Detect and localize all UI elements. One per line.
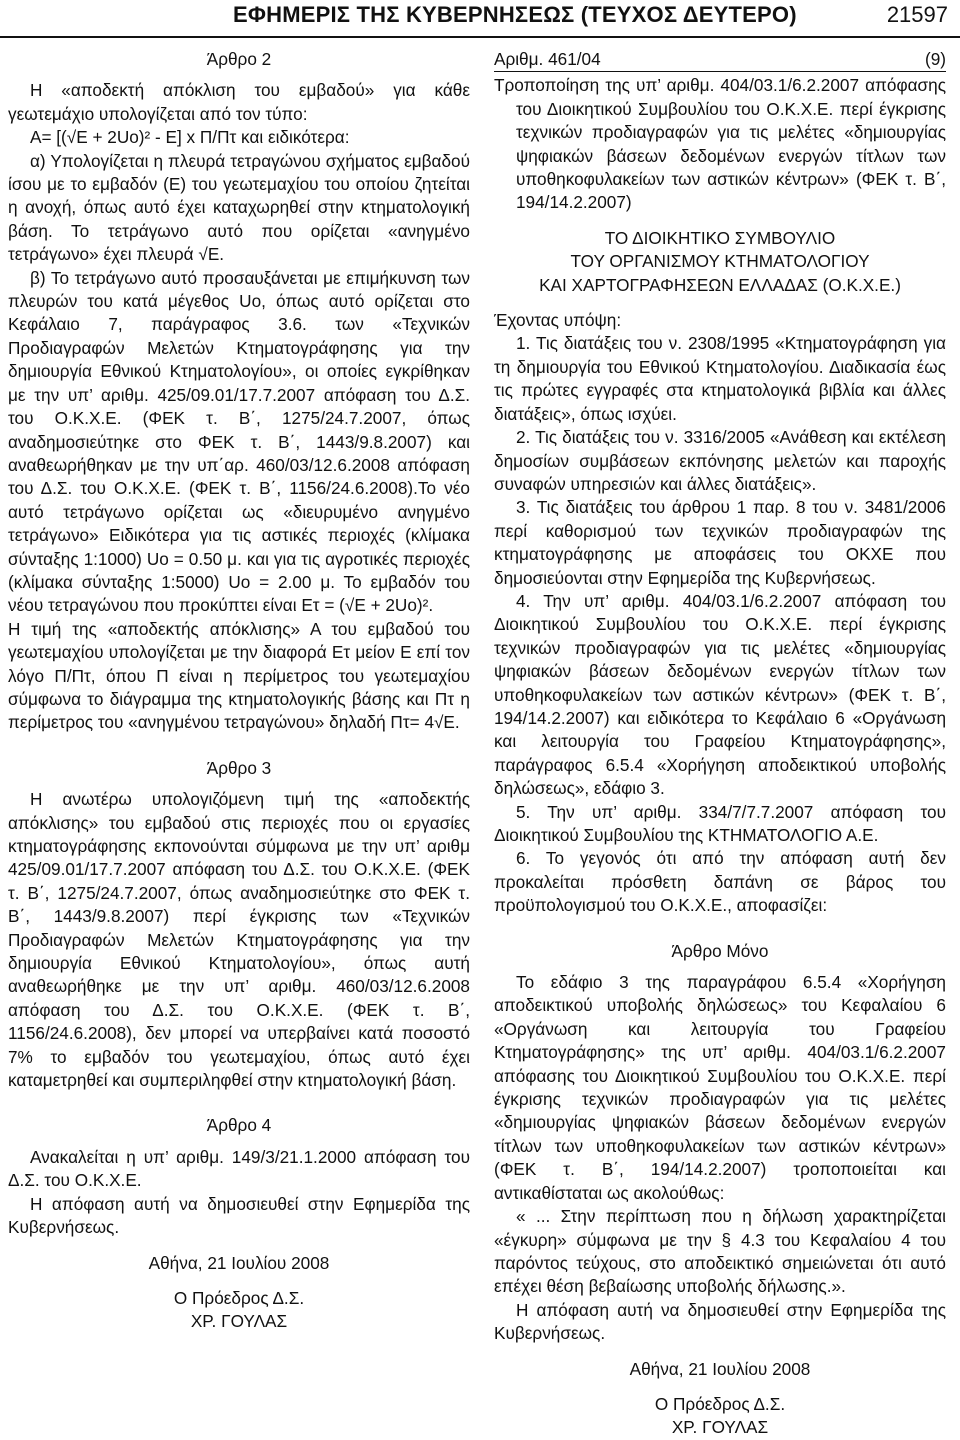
considering-item-4: 4. Την υπ’ αριθμ. 404/03.1/6.2.2007 απόφαση του Διοικητικού Συμβουλίου του Ο.Κ.Χ.Ε. περί έγκρισης τεχνικών προδιαγραφών για τις μελέτες «δημιουργίας ψηφιακών βάσεων δεδομένων ενεργών τίτλων των υποθηκοφυλακείων των αστικών κέντρων» (ΦΕΚ τ. Β΄, 194/14.2.2007) και ειδικότερα το Κεφάλαιο 6 «Οργάνωση και λειτουργία του Γραφείου Κτηματογράφησης», παράγραφος 6.5.4 «Χορήγηση αποδεικτικού υποβολής δηλώσεως», εδάφιο 3. bbox=[494, 590, 946, 799]
sole-article-paragraph: Το εδάφιο 3 της παραγράφου 6.5.4 «Χορήγηση αποδεικτικού υποβολής δηλώσεως» του Κεφαλαίου 6 «Οργάνωση και λειτουργία του Γραφείου Κτηματογράφησης» της υπ’ αριθμ. 404/03.1/6.2.2007 απόφασης του Διοικητικού Συμβουλίου του Ο.Κ.Χ.Ε. περί έγκρισης τεχνικών προδιαγραφών για τις μελέτες «δημιουργίας ψηφιακών βάσεων δεδομένων ενεργών τίτλων των υποθηκοφυλακείων των αστικών κέντρων» (ΦΕΚ τ. Β΄, 194/14.2.2007) τροποποιείται και αντικαθίσταται ως ακολούθως: bbox=[494, 972, 946, 1203]
article-2-paragraph-1: Η «αποδεκτή απόκλιση του εμβαδού» για κάθε γεωτεμάχιο υπολογίζεται από τον τύπο: bbox=[8, 80, 470, 124]
decision-reference bbox=[494, 48, 946, 71]
article-2-paragraph-b: β) Το τετράγωνο αυτό προσαυξάνεται με επιμήκυνση των πλευρών του κατά μέγεθος Uo, όπως αυτό ορίζεται στο Κεφάλαιο 7, παράγραφος 3.6. των «Τεχνικών Προδιαγραφών Μελετών Κτηματογράφησης για την δημιουργία Εθνικού Κτηματολογίου», οι οποίες εγκρίθηκαν με την υπ’ αριθμ. 425/09.01/17.7.2007 απόφαση του Δ.Σ. του Ο.Κ.Χ.Ε. (ΦΕΚ τ. Β΄, 1275/24.7.2007, όπως αναδημοσιεύτηκε στο ΦΕΚ τ. Β΄, 1443/9.8.2007) και αναθεωρήθηκαν με την υπ΄αρ. 460/03/12.6.2008 απόφαση του Δ.Σ. του Ο.Κ.Χ.Ε. (ΦΕΚ τ. Β΄, 1156/24.6.2008).Το νέο αυτό τετράγωνο ορίζεται ως «διευρυμένο ανηγμένο τετράγωνο» Ειδικότερα για τις αστικές περιοχές (κλίμακα σύνταξης 1:1000) Uo = 0.50 μ. και για τις αγροτικές περιοχές (κλίμακα σύνταξης 1:5000) Uo = 2.00 μ. Το εμβαδόν του νέου τετραγώνου που προκύπτει είναι Ετ = (√Ε + 2Uo)². bbox=[8, 267, 470, 616]
considering-item-6: 6. Το γεγονός ότι από την απόφαση αυτή δεν προκαλείται πρόσθετη δαπάνη σε βάρος του προϋπολογισμού του Ο.Κ.Χ.Ε., αποφασίζει: bbox=[494, 848, 946, 916]
page-header bbox=[0, 0, 960, 40]
page-number: 21597 bbox=[886, 2, 948, 27]
considering-heading: Έχοντας υπόψη: bbox=[494, 310, 622, 331]
left-column bbox=[8, 48, 470, 1334]
board-heading-line-3: ΚΑΙ ΧΑΡΤΟΓΡΑΦΗΣΕΩΝ ΕΛΛΑΔΑΣ (Ο.Κ.Χ.Ε.) bbox=[539, 274, 901, 295]
article-4-revocation: Ανακαλείται η υπ’ αριθμ. 149/3/21.1.2000 απόφαση του Δ.Σ. του Ο.Κ.Χ.Ε. bbox=[8, 1146, 470, 1191]
considering-item-5: 5. Την υπ’ αριθμ. 334/7/7.7.2007 απόφαση του Διοικητικού Συμβουλίου της ΚΤΗΜΑΤΟΛΟΓΙΟ Α.Ε. bbox=[494, 801, 946, 845]
article-2-formula: Α= [(√Ε + 2Uo)² - E] x Π/Πτ και ειδικότερα: bbox=[30, 127, 350, 148]
considering-item-3: 3. Τις διατάξεις του άρθρου 1 παρ. 8 του ν. 3481/2006 περί καθορισμού των τεχνικών προδιαγραφών της κτηματογράφησης με αποφάσεις του ΟΚΧΕ που δημοσιεύονται στην Εφημερίδα της Κυβερνήσεως. bbox=[494, 497, 946, 588]
sole-article-heading: Άρθρο Μόνο bbox=[671, 940, 769, 961]
article-4-heading: Άρθρο 4 bbox=[206, 1115, 272, 1136]
article-3-heading: Άρθρο 3 bbox=[206, 757, 272, 778]
left-signer-name: ΧΡ. ΓΟΥΛΑΣ bbox=[190, 1311, 288, 1332]
board-heading-line-1: ΤΟ ΔΙΟΙΚΗΤΙΚΟ ΣΥΜΒΟΥΛΙΟ bbox=[604, 227, 836, 248]
article-2-heading: Άρθρο 2 bbox=[206, 49, 272, 69]
right-signer-title: Ο Πρόεδρος Δ.Σ. bbox=[654, 1393, 786, 1414]
right-place-date: Αθήνα, 21 Ιουλίου 2008 bbox=[629, 1358, 811, 1379]
decision-number: Αριθμ. 461/04 bbox=[494, 49, 601, 69]
sole-article-quote: « ... Στην περίπτωση που η δήλωση χαρακτηρίζεται «έγκυρη» σύμφωνα με την § 4.3 του Κεφαλαίου 4 του παρόντος τεύχους, στο αποδεικτικό σημειώνεται ότι αυτό επέχει θέση βεβαίωσης υποβολής δήλωσης.». bbox=[494, 1206, 946, 1297]
reference-underline bbox=[494, 71, 946, 72]
article-4-publication: Η απόφαση αυτή να δημοσιευθεί στην Εφημερίδα της Κυβερνήσεως. bbox=[8, 1193, 470, 1238]
right-column bbox=[494, 48, 946, 1440]
article-3-paragraph: Η ανωτέρω υπολογιζόμενη τιμή της «αποδεκτής απόκλισης» του εμβαδού στις περιοχές που οι εργασίες κτηματογράφησης εκπονούνται σύμφωνα με την υπ’ αριθμ 425/09.01/17.7.2007 απόφαση του Δ.Σ. του Ο.Κ.Χ.Ε. (ΦΕΚ τ. Β΄, 1275/24.7.2007, όπως αναδημοσιεύτηκε στο ΦΕΚ τ. Β΄, 1443/9.8.2007) περί έγκρισης των «Τεχνικών Προδιαγραφών Μελετών Κτηματογράφησης για την δημιουργία Εθνικού Κτηματολογίου», όπως αυτή αναθεωρήθηκε με την υπ’ αριθμ. 460/03/12.6.2008 απόφαση του Δ.Σ. του Ο.Κ.Χ.Ε. (ΦΕΚ τ. Β΄, 1156/24.6.2008), δεν μπορεί να υπερβαίνει κατά ποσοστό 7% το εμβαδόν του γεωτεμαχίου, όπως αυτό έχει καταμετρηθεί και συμπεριληφθεί στην κτηματολογική βάση. bbox=[8, 789, 470, 1091]
gazette-title: ΕΦΗΜΕΡΙΣ ΤΗΣ ΚΥΒΕΡΝΗΣΕΩΣ (ΤΕΥΧΟΣ ΔΕΥΤΕΡΟ) bbox=[233, 2, 797, 27]
considering-item-2: 2. Τις διατάξεις του ν. 3316/2005 «Ανάθεση και εκτέλεση δημοσίων συμβάσεων εκπόνησης μελετών και παροχής συναφών υπηρεσιών και άλλες διατάξεις». bbox=[494, 427, 946, 494]
decision-sequence: (9) bbox=[924, 49, 946, 69]
sole-article-publication: Η απόφαση αυτή να δημοσιευθεί στην Εφημερίδα της Κυβερνήσεως. bbox=[494, 1299, 946, 1344]
left-place-date: Αθήνα, 21 Ιουλίου 2008 bbox=[148, 1252, 330, 1273]
right-signer-name: ΧΡ. ΓΟΥΛΑΣ bbox=[671, 1417, 769, 1438]
left-signer-title: Ο Πρόεδρος Δ.Σ. bbox=[173, 1287, 305, 1308]
board-heading-line-2: ΤΟΥ ΟΡΓΑΝΙΣΜΟΥ ΚΤΗΜΑΤΟΛΟΓΙΟΥ bbox=[570, 251, 870, 272]
decision-subject: Τροποποίηση της υπ’ αριθμ. 404/03.1/6.2.2007 απόφασης του Διοικητικού Συμβουλίου του Ο.Κ.Χ.Ε. περί έγκρισης τεχνικών προδιαγραφών για τις μελέτες «δημιουργίας ψηφιακών βάσεων δεδομένων ενεργών τίτλων των υποθηκοφυλακείων των αστικών κέντρων» (ΦΕΚ τ. Β΄, 194/14.2.2007) bbox=[494, 75, 946, 213]
considering-item-1: 1. Τις διατάξεις του ν. 2308/1995 «Κτηματογράφηση για τη δημιουργία του Εθνικού Κτηματολογίου. Διαδικασία έως τις πρώτες εγγραφές στα κτηματολογικά βιβλία και άλλες διατάξεις», όπως ισχύει. bbox=[494, 333, 946, 424]
header-divider bbox=[0, 36, 960, 38]
article-2-paragraph-tolerance: Η τιμή της «αποδεκτής απόκλισης» Α του εμβαδού του γεωτεμαχίου υπολογίζεται με την διαφορά Ετ μείον Ε επί τον λόγο Π/Πτ, όπου Π είναι η περίμετρος του γεωτεμαχίου σύμφωνα το διάγραμμα της κτηματολογικής βάσης και Πτ η περίμετρος του «ανηγμένου τετραγώνου» δηλαδή Πτ= 4√Ε. bbox=[8, 618, 470, 733]
article-2-paragraph-a: α) Υπολογίζεται η πλευρά τετραγώνου σχήματος εμβαδού ίσου με το εμβαδόν (Ε) του γεωτεμαχίου του οποίου ζητείται η ανοχή, όπως αυτό έχει καταχωρηθεί στην κτηματολογική βάση. Το τετράγωνο αυτό που ορίζεται «ανηγμένο τετράγωνο» έχει πλευρά √Ε. bbox=[8, 150, 470, 265]
